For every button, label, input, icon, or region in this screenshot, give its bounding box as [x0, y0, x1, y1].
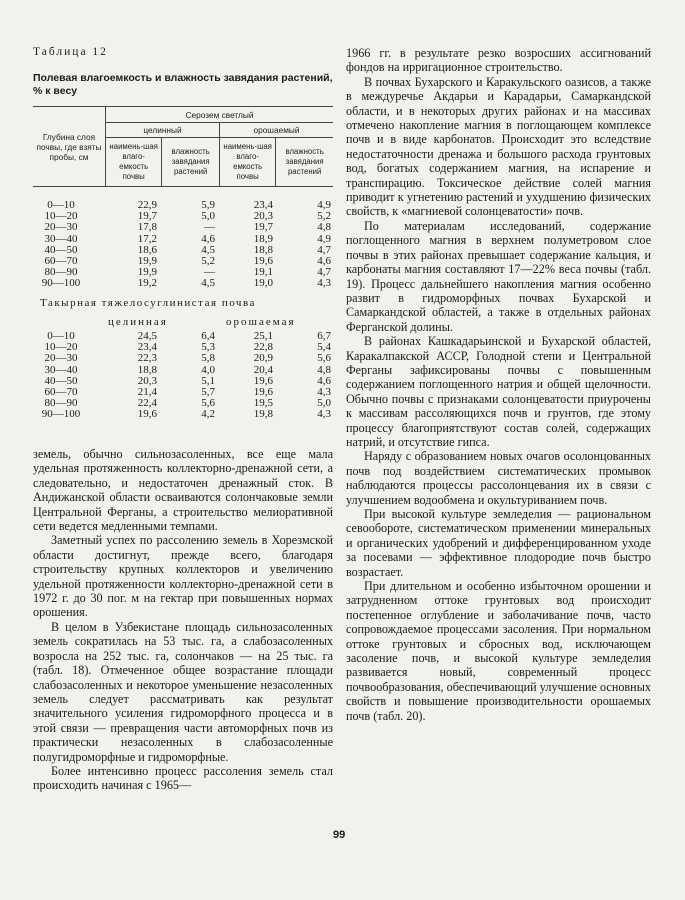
table-header [33, 106, 333, 187]
paragraph: Заметный успех по рассолению земель в Хорезмской области достигнут, прежде всего, благодаря строительству крупных коллекторов и увеличению удельной протяженности коллекторно-дренажной сети в 1972 г. до 30 пог. м на гектар при повышенных нормах орошения. [33, 533, 333, 620]
header-min-capacity-1: наимень-шая влаго-емкость почвы [106, 138, 162, 187]
header-wilting-2: влажность завядания растений [276, 138, 333, 187]
table-row: 10—20 19,7 5,0 20,3 5,2 [44, 210, 331, 223]
table-row: 40—50 18,6 4,5 18,8 4,7 [44, 243, 331, 256]
header-virgin: целинный [106, 123, 220, 138]
table-row: 60—70 19,9 5,2 19,6 4,6 [44, 254, 331, 267]
table-row: 20—30 22,3 5,8 20,9 5,6 [44, 352, 331, 365]
table-row: 80—90 19,9 — 19,1 4,7 [44, 266, 331, 279]
table-row: 90—100 19,2 4,5 19,0 4,3 [41, 277, 331, 290]
section-irrigated-label: орошаемая [226, 316, 296, 328]
paragraph: Наряду с образованием новых очагов осолонцованных почв под воздействием систематических промывок наблюдаются процессы рассолонцевания их в связи с улучшением водообмена и окультуриванием почв. [346, 449, 651, 507]
paragraph: При высокой культуре земледелия — рациональном севообороте, систематическом применении минеральных и органических удобрений и дифференцированном уходе за посевами — эффективное плодородие почв быстро возрастает. [346, 507, 651, 579]
paragraph: земель, обычно сильнозасоленных, все еще мала удельная протяженность коллекторно-дренажной сети, а следовательно, и недостаточен дренажный сток. В Андижанской области осваиваются солончаковые земли Центральной Ферганы, а строительство мелиоративной сети ведется медленными темпами. [33, 447, 333, 534]
table-section-title: Такырная тяжелосуглинистая почва [40, 297, 256, 309]
header-soil-type: Серозем светлый [106, 107, 334, 123]
paragraph: В почвах Бухарского и Каракульского оазисов, а также в междуречье Акдарьи и Карадарьи, Самаркандской области, и в некоторых других районах и на массивах отмечено накопление магния в поглощающем комплексе почв и в виде карбонатов. Происходит это вследствие недостаточности дренажа и большого расхода грунтовых вод, богатых содержанием магния, на испарение и транспирацию. Токсическое действие солей магния приводит к угнетению растений и ухудшению физических свойств, к «магниевой солонцеватости» почв. [346, 74, 651, 219]
header-wilting-1: влажность завядания растений [162, 138, 220, 187]
table-row: 10—20 23,4 5,3 22,8 5,4 [44, 341, 331, 354]
header-irrigated: орошаемый [219, 123, 333, 138]
table-body-2 [33, 331, 333, 421]
paragraph: Более интенсивно процесс рассоления земель стал происходить начиная с 1965— [33, 763, 333, 793]
page-number: 99 [333, 829, 346, 841]
header-depth: Глубина слоя почвы, где взяты пробы, см [33, 107, 106, 187]
paragraph: 1966 гг. в результате резко возросших ассигнований фондов на ирригационное строительство. [346, 46, 651, 75]
table-caption: Таблица 12 [33, 46, 108, 58]
paragraph: При длительном и особенно избыточном орошении и затрудненном оттоке грунтовых вод происходит постепенное оглубление и заболачивание почв, часто сопровождаемое процессами засоления. При нормальном оттоке грунтовых и сбросных вод, исключающем засоление почв, и высокой культуре земледелия развивается новый, современный процесс почвообразования, обеспечивающий улучшение основных свойств и повышение производительности орошаемых почв (табл. 20). [346, 579, 651, 723]
table-row: 30—40 18,8 4,0 20,4 4,8 [44, 363, 331, 376]
table-title: Полевая влагоемкость и влажность завядания растений, % к весу [33, 72, 333, 97]
table-row: 0—10 24,5 6,4 25,1 6,7 [47, 330, 331, 342]
paragraph: В целом в Узбекистане площадь сильнозасоленных земель сократилась на 53 тыс. га, а слабозасоленных возросла на 252 тыс. га, солончаков — на 25 тыс. га (табл. 18). Отмеченное общее возрастание площади слабозасоленных и некоторое уменьшение незасоленных земель следует рассматривать как результат значительного усиления гидроморфного процесса и в этой связи — превращения части автоморфных почв из практически незасоленных в слабозасоленные полугидроморфные и гидроморфные. [33, 619, 333, 764]
table-row: 30—40 17,2 4,6 18,9 4,9 [44, 232, 331, 245]
table-row: 60—70 21,4 5,7 19,6 4,3 [44, 385, 331, 398]
header-min-capacity-2: наимень-шая влаго-емкость почвы [219, 138, 275, 187]
table-row: 0—10 22,9 5,9 23,4 4,9 [47, 199, 331, 211]
table-row: 80—90 22,4 5,6 19,5 5,0 [44, 397, 331, 410]
table-row: 90—100 19,6 4,2 19,8 4,3 [41, 408, 331, 421]
table-body-1 [33, 200, 333, 290]
paragraph: По материалам исследований, содержание поглощенного магния в верхнем полуметровом слое почвы в этих районах превышает содержание кальция, и карбонаты магния составляют 17—22% веса почвы (табл. 19). Процесс дальнейшего накопления магния особенно развит в гидроморфных почвах Бухарской и Самаркандской областей, а также в отдельных районах Ферганской долины. [346, 218, 651, 334]
table-row: 20—30 17,8 — 19,7 4,8 [44, 221, 331, 234]
table-row: 40—50 20,3 5,1 19,6 4,6 [44, 374, 331, 387]
left-column-text [33, 447, 333, 793]
section-virgin-label: целинная [108, 316, 168, 328]
paragraph: В районах Кашкадарьинской и Бухарской областей, Каракалпакской АССР, Голодной степи и Центральной Ферганы зафиксированы почвы с повышенным содержанием поглощенного натрия и общей щелочности. Обычно почвы с признаками солонцеватости приурочены к массивам рассоляющихся почв и грунтов, где этому процессу благоприятствуют состав солей, содержащих натрий, и отсутствие гипса. [346, 334, 651, 449]
right-column-text [346, 46, 651, 723]
